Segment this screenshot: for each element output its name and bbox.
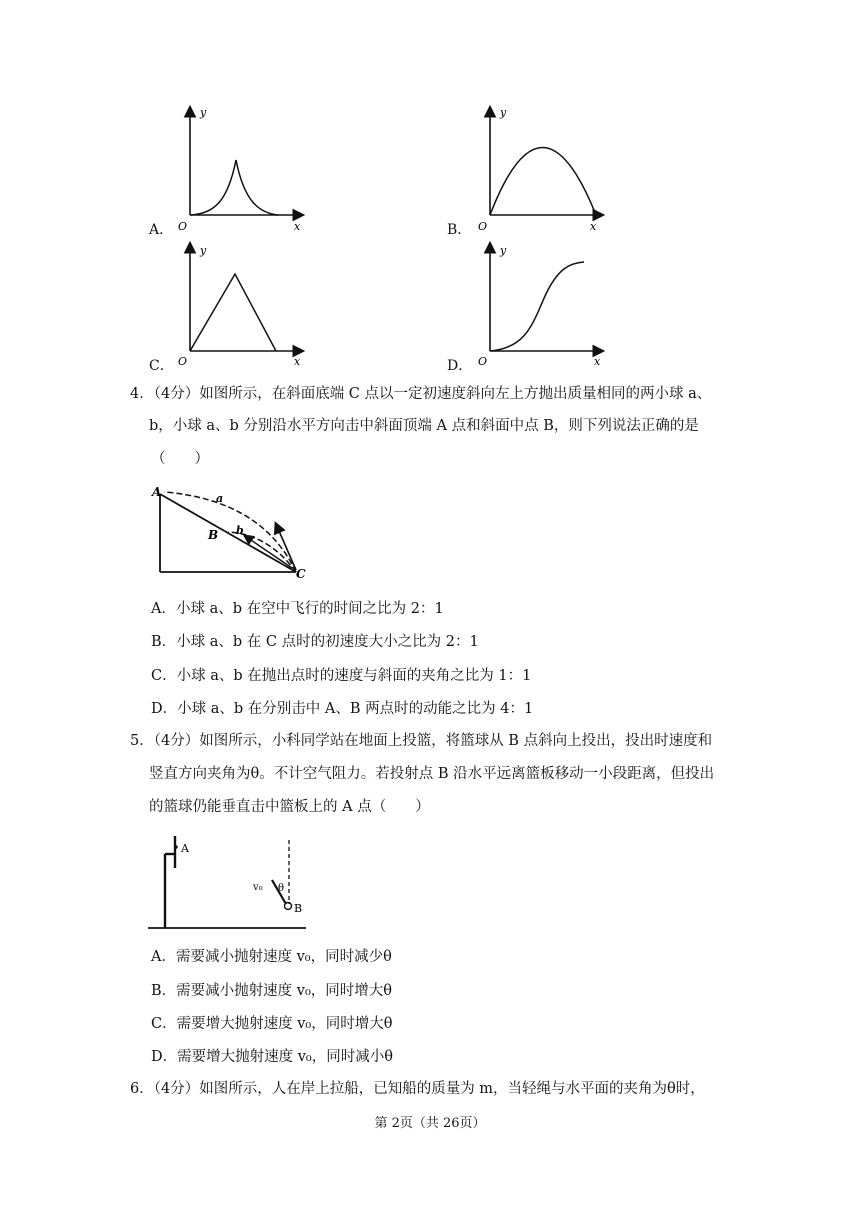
option-letter: B．: [447, 222, 472, 238]
question-text-line: 5．（4分）如图所示，小科同学站在地面上投篮，将篮球从 B 点斜向上投出，投出时速度和: [130, 733, 713, 749]
graph-d: [470, 236, 610, 371]
question-text-line: 竖直方向夹角为θ。不计空气阻力。若投射点 B 沿水平远离篮板移动一小段距离，但投出: [149, 766, 715, 782]
option-letter: C．: [149, 358, 174, 374]
theta-label: θ: [278, 883, 285, 894]
incline-figure: [150, 482, 320, 582]
y-axis-label: y: [200, 106, 207, 119]
choice-d: D．小球 a、b 在分别击中 A、B 两点时的动能之比为 4：1: [151, 701, 534, 717]
graph-a: [170, 100, 310, 235]
origin-label: O: [178, 355, 188, 368]
choice-b: B．需要减小抛射速度 v₀，同时增大θ: [151, 983, 392, 999]
graph-b: [470, 100, 610, 235]
question-text-line: 4．（4分）如图所示，在斜面底端 C 点以一定初速度斜向左上方抛出质量相同的两小球 a、: [130, 386, 712, 402]
x-axis-label: x: [294, 220, 301, 233]
trajectory-a-label: a: [216, 492, 224, 505]
origin-label: O: [178, 220, 188, 233]
v0-label: v₀: [253, 882, 263, 893]
x-axis-label: x: [590, 220, 597, 233]
choice-c: C．需要增大抛射速度 v₀，同时增大θ: [151, 1016, 393, 1032]
point-a-label: A: [181, 842, 189, 855]
question-text-line: 的篮球仍能垂直击中篮板上的 A 点（ ）: [149, 799, 430, 815]
choice-b: B．小球 a、b 在 C 点时的初速度大小之比为 2：1: [151, 634, 479, 650]
point-b-label: B: [294, 902, 303, 915]
trajectory-b-label: b: [236, 524, 244, 537]
answer-blank: （ ）: [151, 451, 209, 467]
choice-a: A．小球 a、b 在空中飞行的时间之比为 2：1: [151, 601, 444, 617]
page-footer: 第 2页（共 26页）: [374, 1116, 486, 1131]
option-letter: A．: [149, 222, 174, 238]
point-c-label: C: [296, 567, 306, 581]
graph-c: [170, 236, 310, 371]
question-text-line: b，小球 a、b 分别沿水平方向击中斜面顶端 A 点和斜面中点 B，则下列说法正确的是: [149, 418, 699, 434]
basketball-figure: [148, 830, 308, 934]
point-b-label: B: [208, 528, 219, 542]
question-text-line: 6．（4分）如图所示，人在岸上拉船，已知船的质量为 m，当轻绳与水平面的夹角为θ时，: [130, 1081, 705, 1097]
choice-c: C．小球 a、b 在抛出点时的速度与斜面的夹角之比为 1：1: [151, 668, 532, 684]
point-a-label: A: [152, 485, 162, 499]
origin-label: O: [478, 355, 488, 368]
choice-a: A．需要减小抛射速度 v₀，同时减少θ: [151, 949, 392, 965]
origin-label: O: [478, 220, 488, 233]
x-axis-label: x: [294, 355, 301, 368]
x-axis-label: x: [594, 355, 601, 368]
y-axis-label: y: [200, 244, 207, 257]
choice-d: D．需要增大抛射速度 v₀，同时减小θ: [151, 1049, 393, 1065]
y-axis-label: y: [500, 244, 507, 257]
option-letter: D．: [447, 358, 473, 374]
y-axis-label: y: [500, 106, 507, 119]
